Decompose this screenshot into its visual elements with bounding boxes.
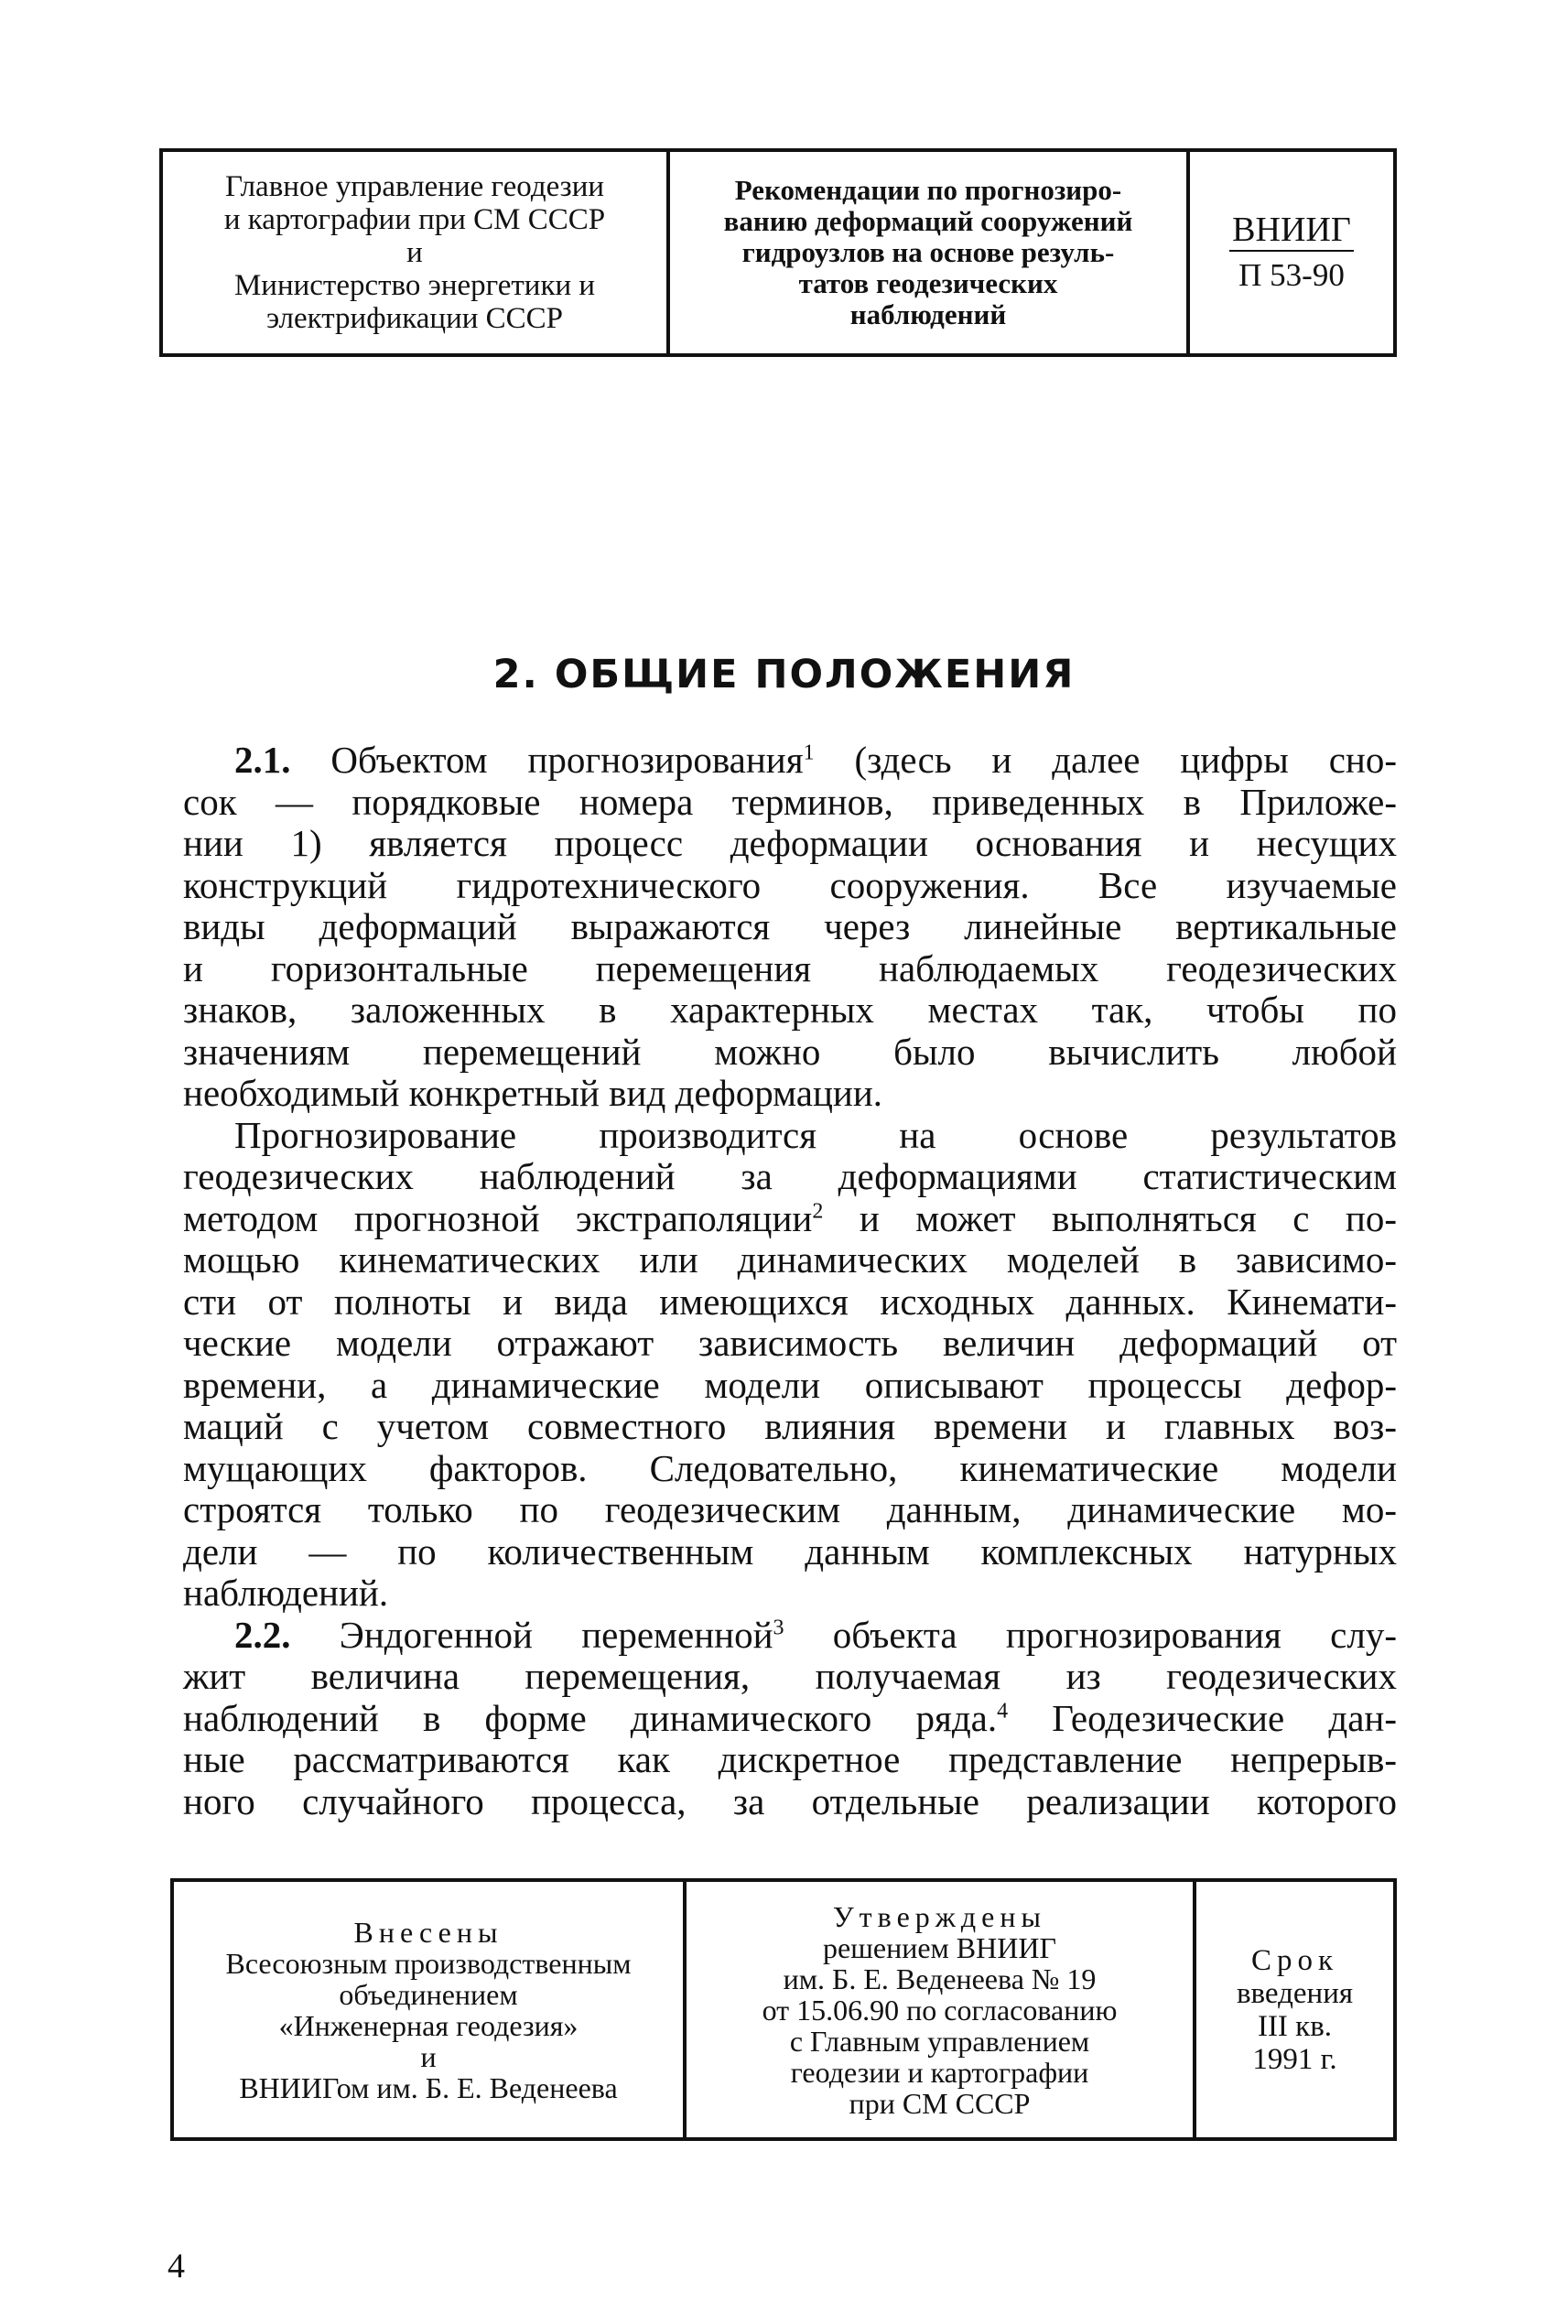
text-line: значениям перемещений можно было вычислить любой	[183, 1030, 1397, 1073]
footnote-ref: 1	[803, 740, 815, 765]
issuer-line: электрификации СССР	[265, 302, 564, 335]
clause-number: 2.1.	[234, 739, 291, 781]
text-fragment: объекта прогнозирования слу-	[784, 1613, 1397, 1656]
introduced-line: Всесоюзным производственным	[225, 1946, 632, 1980]
introduced-line: «Инженерная геодезия»	[278, 2008, 579, 2042]
document-title-line: ванию деформаций сооружений	[723, 205, 1133, 237]
footnote-ref: 4	[997, 1698, 1009, 1723]
text-line: ного случайного процесса, за отдельные реализации которого	[183, 1779, 1397, 1822]
text-line: мощью кинематических или динамических моделей в зависимо-	[183, 1238, 1397, 1281]
document-title-line: татов геодезических	[798, 267, 1058, 299]
text-line: сти от полноты и вида имеющихся исходных данных. Кинемати-	[183, 1280, 1397, 1323]
effective-date-cell	[1193, 1882, 1397, 2137]
term-label: Срок	[1250, 1943, 1339, 1977]
text-line: мущающих факторов. Следовательно, кинематические модели	[183, 1446, 1397, 1489]
text-line: маций с учетом совместного влияния времени и главных воз-	[183, 1405, 1397, 1447]
document-title-line: наблюдений	[849, 298, 1007, 330]
text-line: Прогнозирование производится на основе результатов	[234, 1113, 1397, 1156]
term-line: 1991 г.	[1252, 2042, 1337, 2076]
text-line: ческие модели отражают зависимость величин деформаций от	[183, 1322, 1397, 1364]
approved-line: от 15.06.90 по согласованию	[762, 1993, 1118, 2027]
introduced-line: объединением	[339, 1977, 518, 2011]
section-title: 2. ОБЩИЕ ПОЛОЖЕНИЯ	[492, 652, 1076, 697]
document-title-line: Рекомендации по прогнозиро-	[734, 174, 1122, 206]
text-fragment: и может выполняться с по-	[823, 1196, 1397, 1239]
text-line: времени, а динамические модели описывают процессы дефор-	[183, 1363, 1397, 1406]
body-text	[183, 740, 1397, 1822]
document-title-line: гидроузлов на основе резуль-	[741, 236, 1115, 268]
issuer-line: Министерство энергетики и	[233, 269, 596, 302]
introduced-by-cell	[170, 1882, 683, 2137]
issuer-line: Главное управление геодезии	[224, 170, 605, 203]
text-line	[183, 1198, 1397, 1240]
text-fragment: методом прогнозной экстраполяции	[183, 1196, 813, 1239]
header-table	[159, 148, 1397, 357]
introduced-line: и	[420, 2039, 437, 2073]
text-fragment: Геодезические дан-	[1008, 1696, 1398, 1739]
text-line: жит величина перемещения, получаемая из геодезических	[183, 1655, 1397, 1697]
issuer-line: и картографии при СМ СССР	[223, 203, 606, 236]
term-line: III кв.	[1257, 2009, 1333, 2043]
header-issuer-cell	[159, 152, 666, 353]
text-line: сок — порядковые номера терминов, приведенных в Приложе-	[183, 780, 1397, 823]
text-fragment: (здесь и далее цифры сно-	[814, 739, 1397, 781]
document-code: П 53-90	[1229, 250, 1354, 296]
text-line: нии 1) является процесс деформации основания и несущих	[183, 822, 1397, 864]
approved-line: геодезии и картографии	[790, 2055, 1089, 2089]
text-line: необходимый конкретный вид деформации.	[183, 1072, 883, 1114]
footnote-ref: 2	[812, 1198, 824, 1223]
page-number: 4	[168, 2247, 185, 2286]
text-line: строятся только по геодезическим данным, динамические мо-	[183, 1488, 1397, 1530]
term-line: введения	[1236, 1976, 1354, 2010]
text-line: виды деформаций выражаются через линейные вертикальные	[183, 905, 1397, 947]
header-code-cell	[1186, 152, 1397, 353]
text-line	[183, 740, 1397, 782]
text-line	[183, 1698, 1397, 1740]
text-line: геодезических наблюдений за деформациями статистическим	[183, 1155, 1397, 1197]
text-fragment: наблюдений в форме динамического ряда.	[183, 1696, 998, 1739]
text-line: наблюдений.	[183, 1572, 389, 1614]
approved-line: с Главным управлением	[789, 2024, 1090, 2058]
text-line: и горизонтальные перемещения наблюдаемых геодезических	[183, 946, 1397, 989]
approved-by-cell	[683, 1882, 1193, 2137]
clause-number: 2.2.	[234, 1613, 291, 1656]
text-line: знаков, заложенных в характерных местах так, чтобы по	[183, 989, 1397, 1031]
text-line	[183, 1615, 1397, 1657]
footnote-ref: 3	[773, 1615, 784, 1639]
approved-line: при СМ СССР	[849, 2086, 1031, 2120]
approved-label: Утверждены	[833, 1899, 1046, 1933]
text-fragment: Объектом прогнозирования	[290, 739, 804, 781]
text-line: конструкций гидротехнического сооружения. Все изучаемые	[183, 863, 1397, 906]
issuer-line: и	[406, 236, 423, 269]
introduced-label: Внесены	[353, 1915, 503, 1949]
org-name: ВНИИГ	[1232, 211, 1351, 249]
introduced-line: ВНИИГом им. Б. Е. Веденеева	[239, 2070, 618, 2104]
text-line: ные рассматриваются как дискретное представление непрерыв-	[183, 1738, 1397, 1780]
approved-line: решением ВНИИГ	[823, 1930, 1056, 1964]
approved-line: им. Б. Е. Веденеева № 19	[783, 1962, 1097, 1995]
text-fragment: Эндогенной переменной	[290, 1613, 773, 1656]
header-title-cell	[666, 152, 1186, 353]
footer-table	[170, 1878, 1397, 2141]
text-line: дели — по количественным данным комплексных натурных	[183, 1530, 1397, 1573]
